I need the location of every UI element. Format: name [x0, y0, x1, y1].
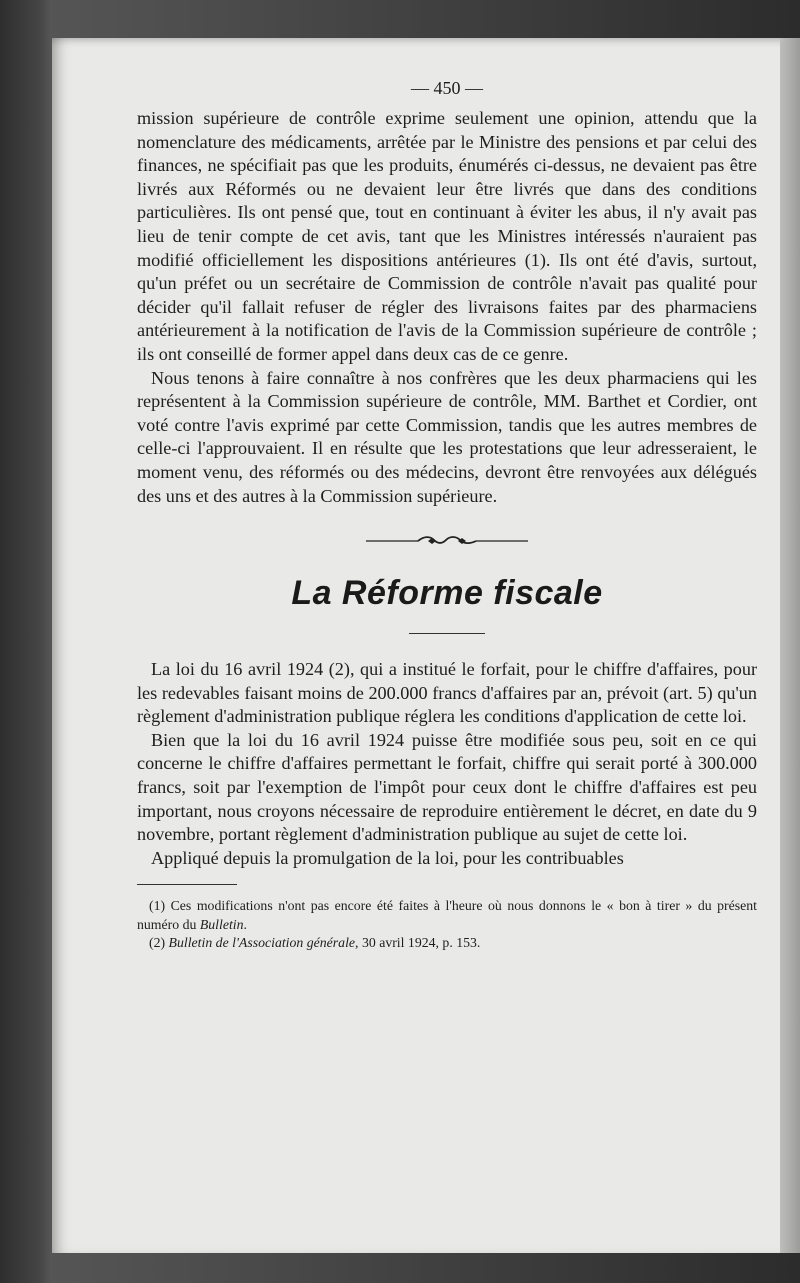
page-edge: [780, 38, 800, 1253]
fiscal-paragraph-2: Bien que la loi du 16 avril 1924 puisse être modifiée sous peu, soit en ce qui concerne le chiffre d'affaires permettant le forfait, chiffre qui serait porté à 300.000 francs, soit par l'exemption de l'impôt pour ceux dont le chiffre d'affaires est peu important, nous croyons nécessaire de reproduire entièrement le décret, en date du 9 novembre, portant règlement d'administration publique au sujet de cette loi.: [137, 729, 757, 845]
fiscal-paragraph-1: La loi du 16 avril 1924 (2), qui a institué le forfait, pour le chiffre d'affaires, pour les redevables faisant moins de 200.000 francs d'affaires par an, prévoit (art. 5) qu'un règlement d'administration publique réglera les conditions d'application de cette loi.: [137, 659, 757, 727]
footnote-2: [137, 934, 757, 952]
footnote-1: [137, 897, 757, 934]
footnote-2-end: , 30 avril 1924, p. 153.: [355, 935, 481, 951]
page-number: — 450 —: [411, 78, 483, 98]
ornament-divider: [137, 534, 757, 548]
paragraph-2: Nous tenons à faire connaître à nos confrères que les deux pharmaciens qui les représentent à la Commission supérieure de contrôle, MM. Barthet et Cordier, ont voté contre l'avis exprimé par cette Commission, tandis que les autres membres de celle-ci l'approuvaient. Il en résulte que les protestations que leur adresseraient, le moment venu, des réformés ou des médecins, devront être renvoyées aux délégués des uns et des autres à la Commission supérieure.: [137, 367, 757, 506]
section-pharmacy-control: [137, 107, 757, 508]
footnote-1-text: (1) Ces modifications n'ont pas encore été faites à l'heure où nous donnons le « bon à tirer » du présent numéro du: [137, 898, 757, 932]
footnote-2-italic: Bulletin de l'Association générale: [168, 935, 356, 951]
page-content: [137, 78, 757, 953]
title-underline: [409, 633, 485, 634]
footnote-1-italic: Bulletin: [199, 916, 244, 932]
fiscal-paragraph-3: Appliqué depuis la promulgation de la loi, pour les contribuables: [151, 847, 624, 868]
flourish-ornament-icon: [362, 534, 532, 548]
section-fiscal-reform: [137, 658, 757, 870]
footnote-2-start: (2): [149, 935, 169, 951]
paragraph-1: mission supérieure de contrôle exprime seulement une opinion, attendu que la nomenclature des médicaments, arrêtée par le Ministre des pensions et par celui des finances, ne spécifiait pas que les produits, énumérés ci-dessus, ne devaient pas être livrés aux Réformés ou ne devaient leur être livrés que dans des conditions particulières. Ils ont pensé que, tout en continuant à éviter les abus, il n'y avait pas lieu de tenir compte de cet avis, tant que les Ministres intéressés n'auraient pas modifié officiellement les dispositions antérieures (1). Ils ont été d'avis, surtout, qu'un préfet ou un secrétaire de Commission de contrôle n'avait pas qualité pour décider qu'il fallait refuser de régler des livraisons faites par des pharmaciens antérieurement à la notification de l'avis de la Commission supérieure de contrôle ; ils ont conseillé de former appel dans deux cas de ce genre.: [137, 108, 757, 364]
footnote-rule: [137, 884, 237, 885]
footnotes: [137, 897, 757, 952]
section-title: La Réforme fiscale: [291, 574, 603, 613]
footnote-1-end: .: [243, 916, 247, 932]
